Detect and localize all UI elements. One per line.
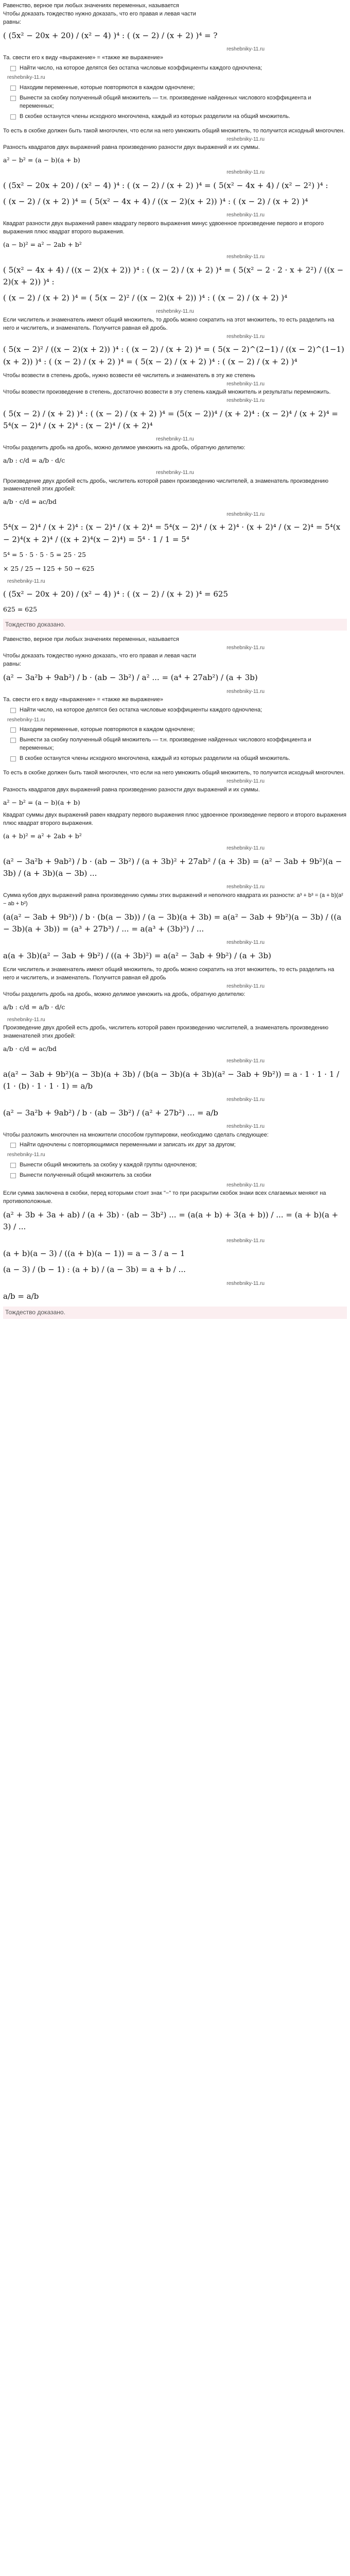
watermark: reshebniky-11.ru [226, 1058, 265, 1064]
simplify-intro: Та. свести его к виду «выражение» = «также же выражение» [3, 697, 163, 703]
watermark: reshebniky-11.ru [7, 75, 45, 81]
watermark: reshebniky-11.ru [226, 884, 265, 890]
solution-step: ( (x − 2) / (x + 2) )⁴ = ( 5(x² − 4x + 4) / ((x − 2)(x + 2)) )⁴ : ( (x − 2) / (x + 2) )⁴ [3, 197, 308, 207]
identity-definition: Равенство, верное при любых значениях переменных, называется [3, 3, 179, 9]
watermark: reshebniky-11.ru [156, 470, 194, 476]
step-text: Найти число, на которое делятся без остатка числовые коэффициенты каждого одночлена; [20, 64, 262, 71]
step-item [10, 1172, 347, 1180]
step-item [10, 84, 347, 92]
watermark: reshebniky-11.ru [7, 717, 45, 723]
checkbox-icon [10, 756, 16, 761]
multiply-note: Произведение двух дробей есть дробь, числитель которой равен произведению числителей, а знаменатель произведению знаменателей этих дробей: [3, 1025, 328, 1039]
watermark: reshebniky-11.ru [7, 1016, 45, 1023]
step-item [10, 755, 347, 763]
solution-step: (a² − 3a²b + 9ab²) / b · (ab − 3b²) / (a + 3b)² + 27ab² / (a + 3b) = (a² − 3ab + 9b²)(a − 3b) / (a + 3b)(a − 3b) ... [3, 856, 344, 878]
solution-step: ( 5(x − 2) / (x + 2) )⁴ : ( (x − 2) / (x + 2) )⁴ = (5(x − 2))⁴ / (x + 2)⁴ : (x − 2)⁴ / (x + 2)⁴ = 5⁴(x − 2)⁴ / (x + 2)⁴ : (x − 2)⁴ / (x + 2)⁴ [3, 409, 341, 430]
proof-instruction-cont: равны: [3, 19, 22, 25]
watermark: reshebniky-11.ru [226, 170, 265, 176]
watermark: reshebniky-11.ru [226, 511, 265, 517]
step-item [10, 726, 347, 734]
diff-squares-formula: a² − b² = (a − b)(a + b) [3, 156, 80, 164]
step-text: Вынести полученный общий множитель за скобки [20, 1172, 151, 1178]
solution-step: ( 5(x² − 4x + 4) / ((x − 2)(x + 2)) )⁴ : ( (x − 2) / (x + 2) )⁴ = ( 5(x² − 2 · 2 · x + 2²) / ((x − 2)(x + 2)) )⁴ : [3, 265, 346, 286]
proof-complete-banner: Тождество доказано. [3, 1307, 347, 1318]
solution-step: 5⁴ = 5 · 5 · 5 · 5 = 25 · 25 [3, 550, 86, 558]
solution-step: (a(a² − 3ab + 9b²)) / b · (b(a − 3b)) / (a − 3b)(a + 3b) = a(a² − 3ab + 9b²)(a − 3b) / ((a − 3b)(a + 3b)) = (a³ + 27b³) / ... = a(a³ + (3b)³) / ... [3, 912, 344, 934]
proof-instruction: Чтобы доказать тождество нужно доказать, что его правая и левая части [3, 653, 196, 659]
checkbox-icon [10, 96, 16, 101]
identity-definition: Равенство, верное при любых значениях переменных, называется [3, 636, 179, 643]
result-expression: ( (5x² − 20x + 20) / (x² − 4) )⁴ : ( (x − 2) / (x + 2) )⁴ = 625 [3, 589, 229, 599]
step-text: Вынести за скобку полученный общий множитель — т.н. произведение найденных числового коэффициента и переменных; [20, 94, 311, 109]
watermark: reshebniky-11.ru [226, 1097, 265, 1103]
column-multiplication: × 25 / 25 → 125 + 50 → 625 [3, 565, 95, 573]
reduce-note: Если числитель и знаменатель имеют общий множитель, то дробь можно сократить на этот множитель, то есть разделить на него и числитель, и знаменатель. Получится равная ей дробь. [3, 316, 335, 331]
divide-formula: a/b : c/d = a/b · d/c [3, 456, 65, 464]
simplify-intro: Та. свести его к виду «выражение» = «также же выражение» [3, 54, 163, 61]
watermark: reshebniky-11.ru [156, 309, 194, 315]
diff-squares-formula: a² − b² = (a − b)(a + b) [3, 798, 80, 806]
square-difference-formula: (a − b)² = a² − 2ab + b² [3, 240, 82, 248]
step-text: Вынести общий множитель за скобку у каждой группы одночленов; [20, 1161, 197, 1168]
sign-note: Если сумма заключена в скобки, перед которыми стоит знак "−" то при раскрытии скобок знаки всех слагаемых меняют на противоположные. [3, 1190, 326, 1205]
step-text: Найти число, на которое делятся без остатка числовые коэффициенты каждого одночлена; [20, 707, 262, 714]
checkbox-icon [10, 708, 16, 713]
divide-note: Чтобы разделить дробь на дробь, можно делимое умножить на дробь, обратную делителю: [3, 444, 246, 451]
step-text: Находим переменные, которые повторяются в каждом одночлене; [20, 84, 195, 91]
step-text: Находим переменные, которые повторяются в каждом одночлене; [20, 726, 195, 733]
solution-step: ( (5x² − 20x + 20) / (x² − 4) )⁴ : ( (x − 2) / (x + 2) )⁴ = ( 5(x² − 4x + 4) / (x² − 2²) )⁴ : [3, 180, 328, 190]
solution-step: (a² − 3a²b + 9ab²) / b · (ab − 3b²) / (a² + 27b²) ... = a/b [3, 1108, 218, 1117]
sum-cubes-definition: Сумма кубов двух выражений равна произведению суммы этих выражений и неполного квадрата их разности: a³ + b³ = (a + b)(a² − ab + b²) [3, 892, 343, 907]
checkbox-icon [10, 1173, 16, 1178]
power-note: Чтобы возвести в степень дробь, нужно возвести её числитель и знаменатель в эту же степень [3, 372, 255, 379]
watermark: reshebniky-11.ru [7, 1152, 45, 1158]
watermark: reshebniky-11.ru [226, 46, 265, 53]
checkbox-icon [10, 86, 16, 91]
watermark: reshebniky-11.ru [226, 983, 265, 989]
watermark: reshebniky-11.ru [226, 333, 265, 340]
diff-squares-definition: Разность квадратов двух выражений равна произведению разности двух выражений и их суммы. [3, 786, 260, 793]
watermark: reshebniky-11.ru [226, 940, 265, 946]
product-power-note: Чтобы возвести произведение в степень, достаточно возвести в эту степень каждый множитель и результаты перемножить. [3, 389, 331, 396]
sum-squares-formula: (a + b)² = a² + 2ab + b² [3, 832, 82, 840]
step-item [10, 1161, 347, 1170]
proof-instruction-cont: равны: [3, 661, 22, 668]
proof-instruction: Чтобы доказать тождество нужно доказать, что его правая и левая части [3, 10, 196, 17]
step-item [10, 94, 347, 111]
step-text: В скобке останутся члены исходного многочлена, каждый из которых разделили на общий множитель. [20, 113, 290, 120]
watermark: reshebniky-11.ru [226, 254, 265, 260]
solution-step: (a + b)(a − 3) / ((a + b)(a − 1)) = a − 3 / a − 1 [3, 1249, 185, 1259]
checkbox-icon [10, 1143, 16, 1148]
watermark: reshebniky-11.ru [226, 1182, 265, 1188]
solution-step: (a − 3) / (b − 1) : (a + b) / (a − 3b) = a + b / ... [3, 1265, 186, 1275]
step-item [10, 736, 347, 753]
step-item [10, 113, 347, 121]
watermark: reshebniky-11.ru [226, 688, 265, 694]
solution-step: (a² + 3b + 3a + ab) / (a + 3b) · (ab − 3b²) ... = (a(a + b) + 3(a + b)) / ... = (a + b)(a + 3) / ... [3, 1210, 341, 1232]
step-text: Вынести за скобку полученный общий множитель — т.н. произведение найденных числового коэффициента и переменных; [20, 737, 311, 752]
reduce-note: Если числитель и знаменатель имеют общий множитель, то дробь можно сократить на этот множитель, то есть разделить на него и числитель, и знаменатель. Получится равная ей дробь [3, 966, 335, 981]
grouping-note: Чтобы разложить многочлен на множители способом группировки, необходимо сделать следующее: [3, 1131, 269, 1138]
divide-note: Чтобы разделить дробь на дробь, можно делимое умножить на дробь, обратную делителю: [3, 991, 246, 998]
watermark: reshebniky-11.ru [226, 381, 265, 387]
checkbox-icon [10, 727, 16, 733]
solution-step: ( (x − 2) / (x + 2) )⁴ = ( 5(x − 2)² / ((x − 2)(x + 2)) )⁴ : ( (x − 2) / (x + 2) )⁴ [3, 293, 288, 303]
problem-expression: ( (5x² − 20x + 20) / (x² − 4) )⁴ : ( (x − 2) / (x + 2) )⁴ = ? [3, 30, 218, 40]
watermark: reshebniky-11.ru [226, 1124, 265, 1130]
watermark: reshebniky-11.ru [226, 136, 265, 142]
square-difference-definition: Квадрат разности двух выражений равен квадрату первого выражения минус удвоенное произведение первого и второго выражения плюс квадрат второго выражения. [3, 220, 324, 235]
solution-step: ( 5(x − 2)² / ((x − 2)(x + 2)) )⁴ : ( (x − 2) / (x + 2) )⁴ = ( 5(x − 2)^(2−1) / ((x − 2)^(1−1)(x + 2)) )⁴ : ( (x − 2) / (x + 2) )⁴ = ( 5(x − 2) / (x + 2) )⁴ : ( (x − 2) / (x + 2) )⁴ [3, 345, 344, 366]
checkbox-icon [10, 1163, 16, 1168]
checkbox-icon [10, 738, 16, 743]
step-item [10, 1141, 347, 1149]
multiply-formula: a/b · c/d = ac/bd [3, 498, 57, 506]
watermark: reshebniky-11.ru [156, 436, 194, 443]
watermark: reshebniky-11.ru [226, 645, 265, 651]
bracket-note: То есть в скобке должен быть такой многочлен, что если на него умножить общий множитель, то получится исходный многочлен. [3, 127, 345, 134]
watermark: reshebniky-11.ru [226, 845, 265, 852]
step-item [10, 706, 347, 715]
multiply-formula: a/b · c/d = ac/bd [3, 1044, 57, 1053]
watermark: reshebniky-11.ru [226, 1238, 265, 1244]
checkbox-icon [10, 114, 16, 120]
step-text: Найти одночлены с повторяющимися переменными и записать их друг за другом; [20, 1142, 236, 1148]
watermark: reshebniky-11.ru [7, 578, 45, 584]
result-equality: 625 = 625 [3, 605, 38, 614]
solution-step: 5⁴(x − 2)⁴ / (x + 2)⁴ : (x − 2)⁴ / (x + 2)⁴ = 5⁴(x − 2)⁴ / (x + 2)⁴ · (x + 2)⁴ / (x − 2)⁴ = 5⁴(x − 2)⁴(x + 2)⁴ / ((x + 2)⁴(x − 2)⁴) = 5⁴ · 1 / 1 = 5⁴ [3, 522, 343, 544]
watermark: reshebniky-11.ru [226, 778, 265, 785]
result-equality: a/b = a/b [3, 1292, 39, 1301]
bracket-note: То есть в скобке должен быть такой многочлен, что если на него умножить общий множитель, то получится исходный многочлен. [3, 770, 345, 776]
sum-squares-definition: Квадрат суммы двух выражений равен квадрату первого выражения плюс удвоенное произведение первого и второго выражения плюс квадрат второго выражения. [3, 811, 346, 826]
watermark: reshebniky-11.ru [226, 398, 265, 404]
step-text: В скобке останутся члены исходного многочлена, каждый из которых разделили на общий множитель. [20, 755, 290, 762]
divide-formula: a/b : c/d = a/b · d/c [3, 1003, 65, 1011]
watermark: reshebniky-11.ru [226, 1280, 265, 1286]
diff-squares-definition: Разность квадратов двух выражений равна произведению разности двух выражений и их суммы. [3, 144, 260, 151]
step-item [10, 64, 347, 73]
problem-expression: (a² − 3a²b + 9ab²) / b · (ab − 3b²) / a² ... = (a⁴ + 27ab²) / (a + 3b) [3, 673, 258, 683]
solution-step: a(a² − 3ab + 9b²)(a − 3b)(a + 3b) / (b(a − 3b)(a + 3b)(a² − 3ab + 9b²)) = a · 1 · 1 · 1 / (1 · (b) · 1 · 1 · 1) = a/b [3, 1069, 342, 1091]
checkbox-icon [10, 66, 16, 71]
proof-complete-banner: Тождество доказано. [3, 619, 347, 631]
solution-step: a(a + 3b)(a² − 3ab + 9b²) / ((a + 3b)²) = a(a² − 3ab + 9b²) / (a + 3b) [3, 951, 271, 960]
multiply-note: Произведение двух дробей есть дробь, числитель которой равен произведению числителей, а знаменатель произведению знаменателей этих дробей: [3, 478, 328, 493]
watermark: reshebniky-11.ru [226, 212, 265, 218]
